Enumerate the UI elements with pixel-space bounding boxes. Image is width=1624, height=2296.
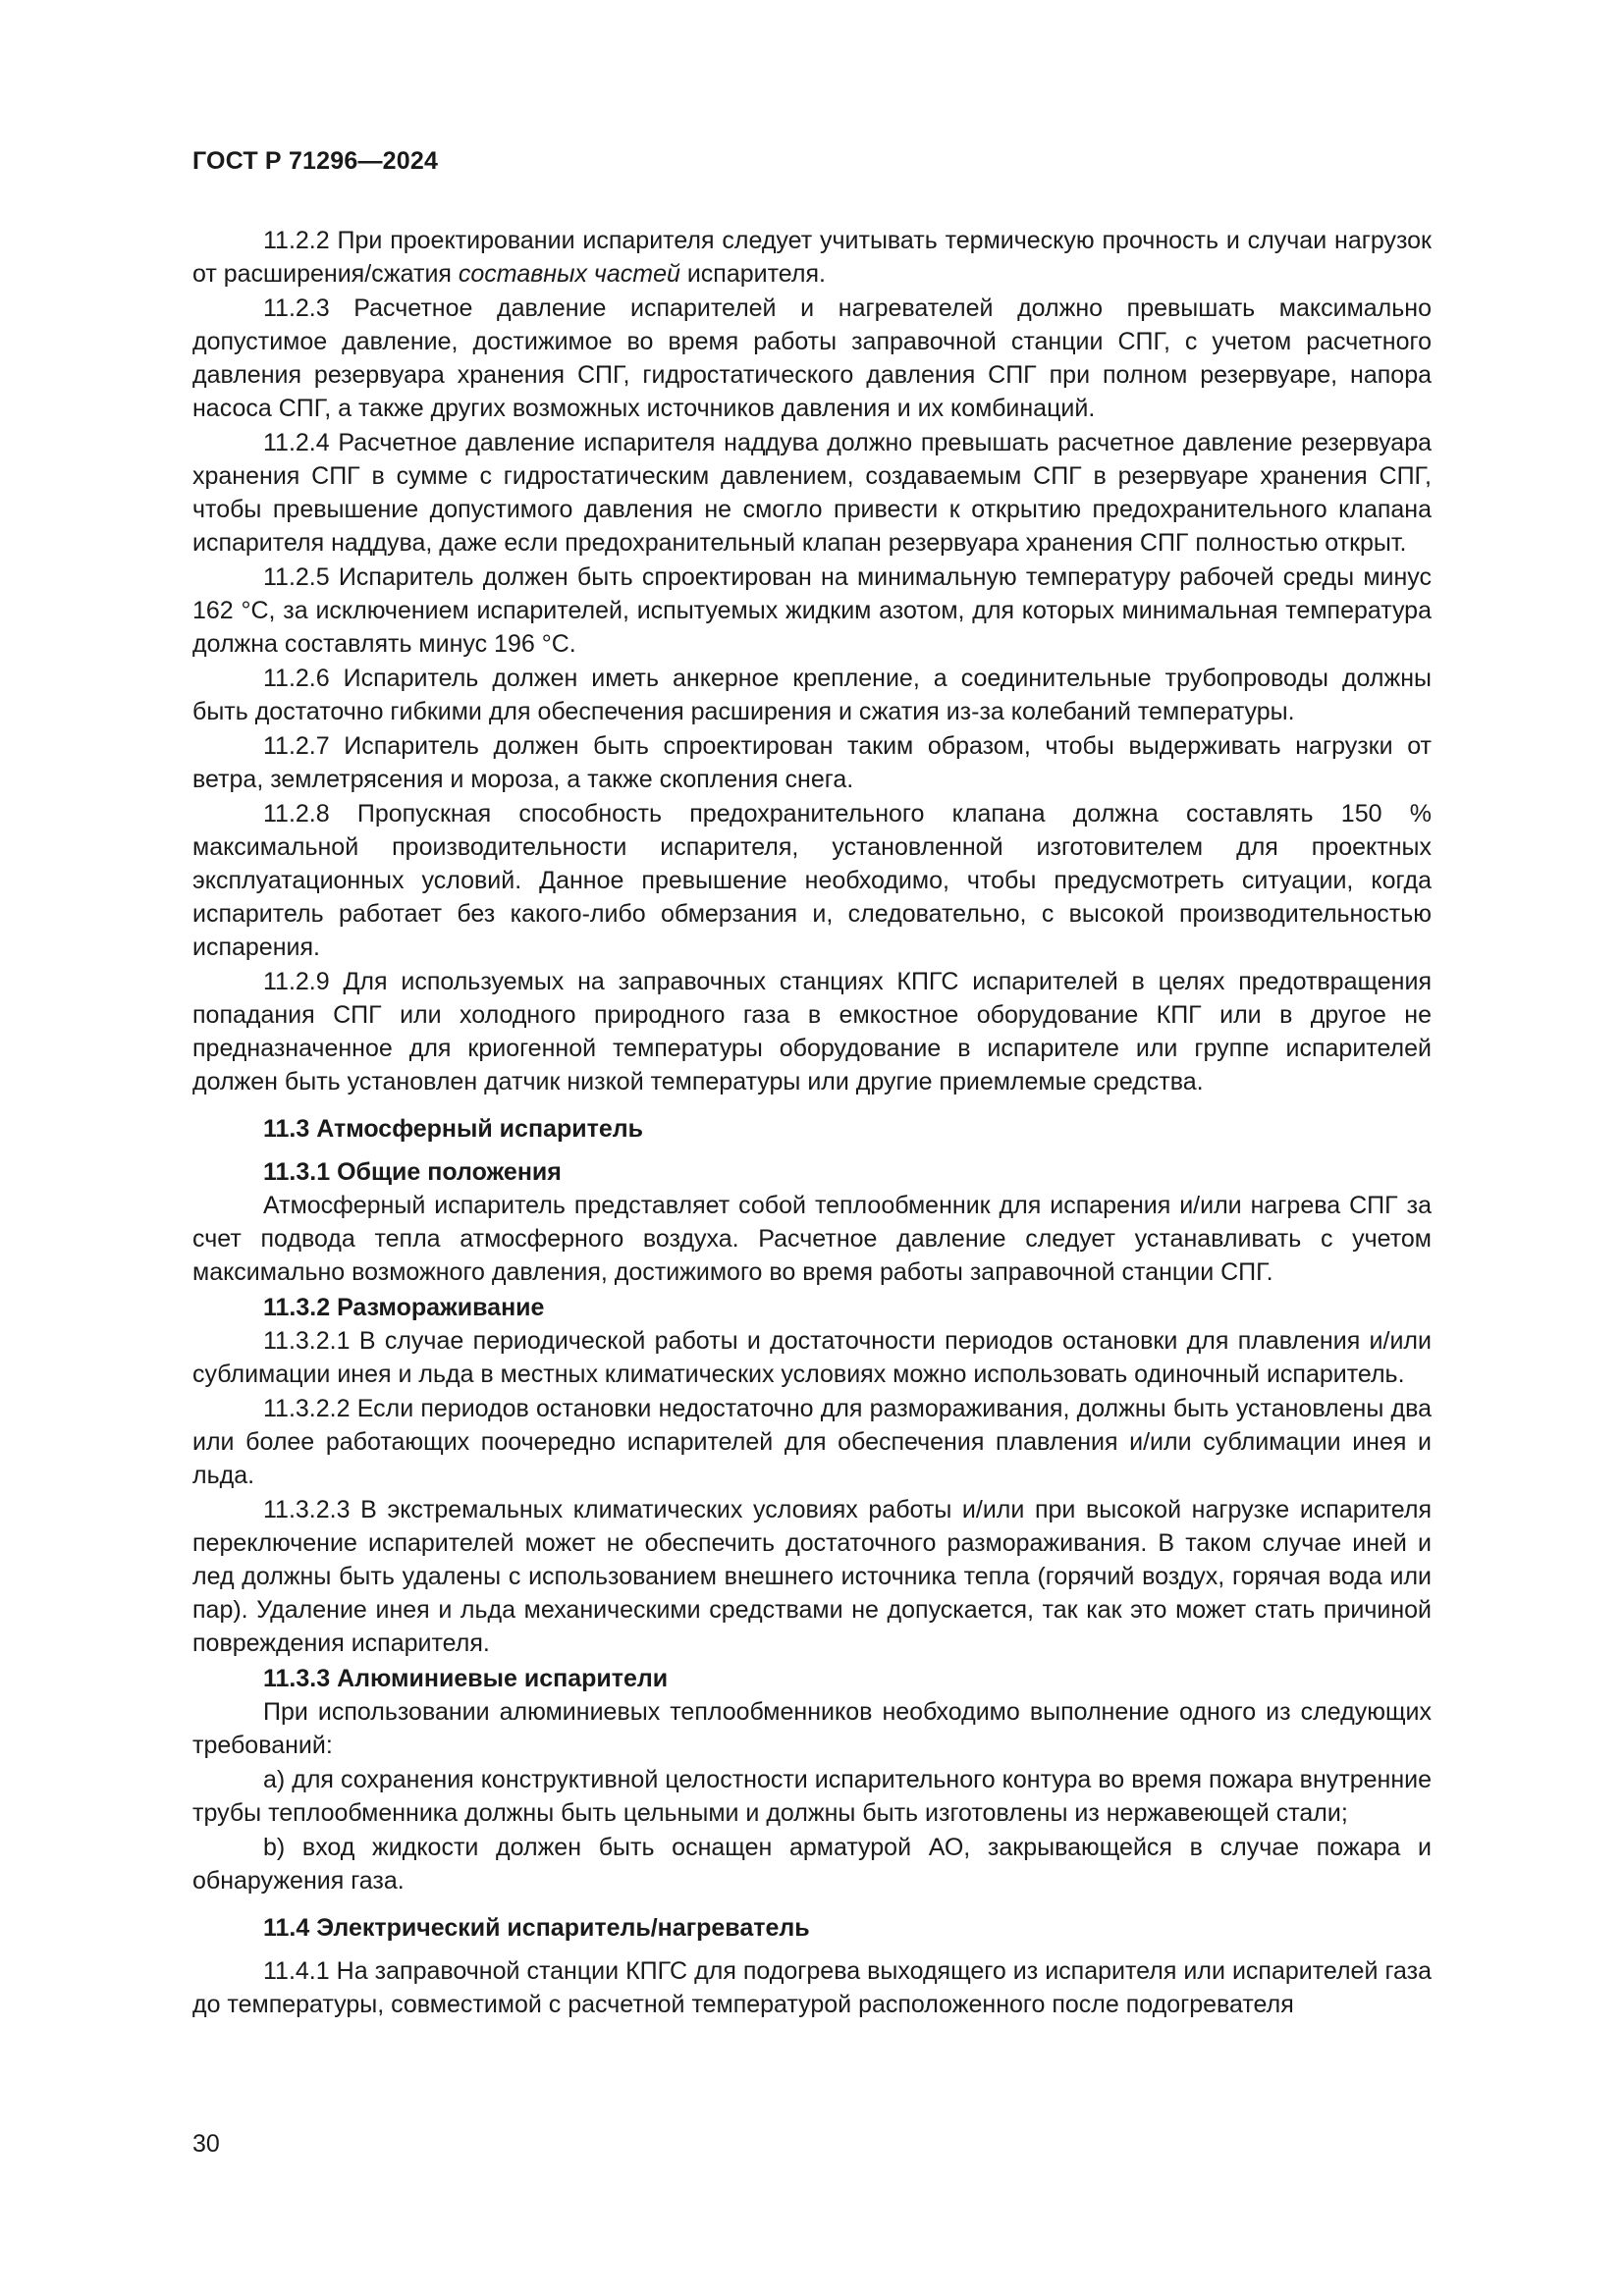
paragraph-11-3-1: Атмосферный испаритель представляет собой теплообменник для испарения и/или нагрева СПГ за счет подвода тепла атмосферного воздуха. Расчетное давление следует устанавливать с учетом максимально возможного давления, достижимого во время работы заправочной станции СПГ.	[192, 1192, 1432, 1286]
paragraph-11-2-5: 11.2.5 Испаритель должен быть спроектирован на минимальную температуру рабочей среды минус 162 °С, за исключением испарителей, испытуемых жидким азотом, для которых минимальная температура должна составлять минус 196 °С.	[192, 563, 1432, 658]
paragraph-11-4-1: 11.4.1 На заправочной станции КПГС для подогрева выходящего из испарителя или испарителей газа до температуры, совместимой с расчетной температурой расположенного после подогревателя	[192, 1957, 1432, 2018]
paragraph-text: 11.2.2 При проектировании испарителя следует учитывать термическую прочность и случаи нагрузок от расширения/сжатия	[192, 227, 1432, 288]
paragraph-11-3-3: При использовании алюминиевых теплообменников необходимо выполнение одного из следующих требований:	[192, 1698, 1432, 1759]
paragraph-11-2-8: 11.2.8 Пропускная способность предохранительного клапана должна составлять 150 % максимальной производительности испарителя, установленной изготовителем для проектных эксплуатационных условий. Данное превышение необходимо, чтобы предусмотреть ситуации, когда испаритель работает без какого-либо обмерзания и, следовательно, с высокой производительностью испарения.	[192, 800, 1432, 961]
section-heading-11-4: 11.4 Электрический испаритель/нагреватель	[263, 1914, 810, 1942]
subsection-heading-11-3-2: 11.3.2 Размораживание	[263, 1294, 545, 1321]
list-item-a: a) для сохранения конструктивной целостности испарительного контура во время пожара внутренние трубы теплообменника должны быть цельными и должны быть изготовлены из нержавеющей стали;	[192, 1766, 1432, 1827]
document-code: ГОСТ Р 71296—2024	[192, 147, 439, 175]
emphasis-text: составных частей	[458, 260, 680, 288]
paragraph-11-2-9: 11.2.9 Для используемых на заправочных станциях КПГС испарителей в целях предотвращения попадания СПГ или холодного природного газа в емкостное оборудование КПГ или в другое не предназначенное для криогенной температуры оборудование в испарителе или группе испарителей должен быть установлен датчик низкой температуры или другие приемлемые средства.	[192, 968, 1432, 1095]
paragraph-11-2-3: 11.2.3 Расчетное давление испарителей и нагревателей должно превышать максимально допустимое давление, достижимое во время работы заправочной станции СПГ, с учетом расчетного давления резервуара хранения СПГ, гидростатического давления СПГ при полном резервуаре, напора насоса СПГ, а также других возможных источников давления и их комбинаций.	[192, 294, 1432, 422]
paragraph-11-3-2-1: 11.3.2.1 В случае периодической работы и достаточности периодов остановки для плавления и/или сублимации инея и льда в местных климатических условиях можно использовать одиночный испаритель.	[192, 1327, 1432, 1388]
paragraph-11-3-2-3: 11.3.2.3 В экстремальных климатических условиях работы и/или при высокой нагрузке испарителя переключение испарителей может не обеспечить достаточного размораживания. В таком случае иней и лед должны быть удалены с использованием внешнего источника тепла (горячий воздух, горячая вода или пар). Удаление инея и льда механическими средствами не допускается, так как это может стать причиной повреждения испарителя.	[192, 1496, 1432, 1657]
paragraph-11-2-6: 11.2.6 Испаритель должен иметь анкерное крепление, а соединительные трубопроводы должны быть достаточно гибкими для обеспечения расширения и сжатия из-за колебаний температуры.	[192, 665, 1432, 725]
paragraph-11-2-4: 11.2.4 Расчетное давление испарителя наддува должно превышать расчетное давление резервуара хранения СПГ в сумме с гидростатическим давлением, создаваемым СПГ в резервуаре хранения СПГ, чтобы превышение допустимого давления не смогло привести к открытию предохранительного клапана испарителя наддува, даже если предохранительный клапан резервуара хранения СПГ полностью открыт.	[192, 429, 1432, 557]
subsection-heading-11-3-3: 11.3.3 Алюминиевые испарители	[263, 1665, 669, 1692]
subsection-heading-11-3-1: 11.3.1 Общие положения	[263, 1158, 562, 1186]
paragraph-11-3-2-2: 11.3.2.2 Если периодов остановки недостаточно для размораживания, должны быть установлены два или более работающих поочередно испарителей для обеспечения плавления и/или сублимации инея и льда.	[192, 1395, 1432, 1489]
page-content	[192, 224, 1432, 2022]
section-heading-11-3: 11.3 Атмосферный испаритель	[263, 1115, 643, 1143]
paragraph-11-2-7: 11.2.7 Испаритель должен быть спроектирован таким образом, чтобы выдерживать нагрузки от ветра, землетрясения и мороза, а также скопления снега.	[192, 732, 1432, 793]
list-item-b: b) вход жидкости должен быть оснащен арматурой АО, закрывающейся в случае пожара и обнаружения газа.	[192, 1834, 1432, 1895]
paragraph-text-end: испарителя.	[679, 260, 826, 288]
page-number: 30	[192, 2130, 220, 2158]
paragraph-11-2-2	[192, 224, 1432, 291]
